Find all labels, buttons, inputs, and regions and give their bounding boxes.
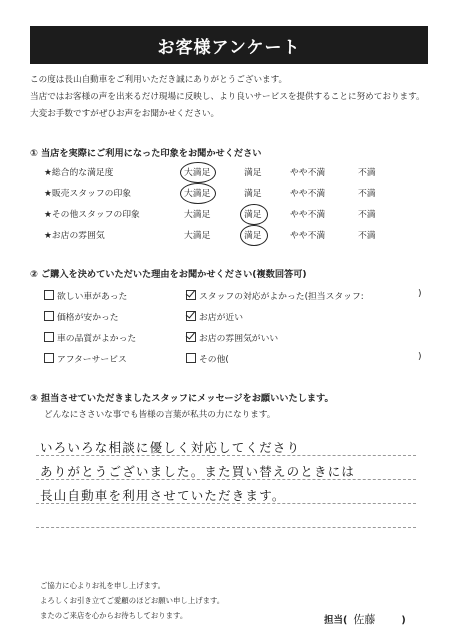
option-very-satisfied[interactable]: 大満足 <box>184 231 211 241</box>
rating-label: ★お店の雰囲気 <box>44 231 105 241</box>
reason-wanted-car[interactable] <box>44 289 127 302</box>
intro-line: 当店ではお客様の声を出来るだけ現場に反映し、より良いサービスを提供することに努めております。 <box>30 92 425 102</box>
option-satisfied[interactable]: 満足 <box>244 189 262 199</box>
checkbox-icon[interactable] <box>186 353 196 363</box>
reason-label: 価格が安かった <box>57 313 119 323</box>
q3-heading: ③ 担当させていただきましたスタッフにメッセージをお願いいたします。 <box>30 393 334 404</box>
option-dissatisfied[interactable]: 不満 <box>358 231 376 241</box>
option-very-satisfied[interactable]: 大満足 <box>184 189 211 199</box>
option-dissatisfied[interactable]: 不満 <box>358 168 376 178</box>
other-paren-close: ) <box>418 352 422 362</box>
reason-label: お店が近い <box>199 313 243 323</box>
intro-text <box>30 72 425 123</box>
reason-label: その他( <box>199 355 229 365</box>
option-somewhat-dissatisfied[interactable]: やや不満 <box>290 210 326 220</box>
rating-label: ★その他スタッフの印象 <box>44 210 140 220</box>
message-line <box>36 527 416 528</box>
selected-rating-circle <box>240 204 268 225</box>
reason-other[interactable] <box>186 352 229 365</box>
reason-low-price[interactable] <box>44 310 119 323</box>
checkbox-icon[interactable] <box>186 311 196 321</box>
q2-heading: ② ご購入を決めていただいた理由をお聞かせください(複数回答可) <box>30 269 307 280</box>
option-satisfied[interactable]: 満足 <box>244 231 262 241</box>
staff-label: 担当( <box>324 615 348 626</box>
reason-after-service[interactable] <box>44 352 127 365</box>
message-handwriting: ありがとうございました。また買い替えのときには <box>40 464 356 479</box>
reason-car-quality[interactable] <box>44 331 136 344</box>
selected-rating-circle <box>180 183 216 204</box>
checkbox-icon[interactable] <box>44 290 54 300</box>
staff-signature <box>324 611 406 627</box>
checkbox-icon[interactable] <box>44 311 54 321</box>
reason-label: 欲しい車があった <box>57 292 128 302</box>
option-very-satisfied[interactable]: 大満足 <box>184 210 211 220</box>
option-dissatisfied[interactable]: 不満 <box>358 210 376 220</box>
option-somewhat-dissatisfied[interactable]: やや不満 <box>290 189 326 199</box>
closing-line: よろしくお引き立てご愛顧のほどお願い申し上げます。 <box>40 596 225 605</box>
staff-name: 佐藤 <box>353 613 376 626</box>
staff-paren-close: ) <box>418 289 422 299</box>
closing-line: ご協力に心よりお礼を申し上げます。 <box>40 581 166 590</box>
q3-subtext: どんなにささいな事でも皆様の言葉が私共の力になります。 <box>44 410 276 420</box>
selected-rating-circle <box>240 225 268 246</box>
survey-title: お客様アンケート <box>30 26 428 64</box>
rating-label: ★販売スタッフの印象 <box>44 189 132 199</box>
reason-label: スタッフの対応がよかった(担当スタッフ: <box>199 292 364 302</box>
selected-rating-circle <box>180 162 216 183</box>
reason-store-near[interactable] <box>186 310 243 323</box>
reason-label: お店の雰囲気がいい <box>199 334 279 344</box>
rating-row-overall <box>44 163 404 181</box>
rating-row-sales-staff <box>44 184 404 202</box>
closing-text <box>40 578 224 623</box>
checkbox-icon[interactable] <box>44 332 54 342</box>
intro-line: 大変お手数ですがぜひお声をお聞かせください。 <box>30 109 220 119</box>
rating-label: ★総合的な満足度 <box>44 168 114 178</box>
closing-line: またのご来店を心からお待ちしております。 <box>40 611 188 620</box>
q1-heading: ① 当店を実際にご利用になった印象をお聞かせください <box>30 148 262 159</box>
staff-close: ) <box>401 615 406 626</box>
rating-row-atmosphere <box>44 226 404 244</box>
message-handwriting: 長山自動車を利用させていただきます。 <box>40 488 286 503</box>
option-very-satisfied[interactable]: 大満足 <box>184 168 211 178</box>
checkbox-icon[interactable] <box>44 353 54 363</box>
reason-store-atmosphere[interactable] <box>186 331 278 344</box>
option-dissatisfied[interactable]: 不満 <box>358 189 376 199</box>
reason-label: アフターサービス <box>57 355 127 365</box>
option-satisfied[interactable]: 満足 <box>244 210 262 220</box>
message-handwriting: いろいろな相談に優しく対応してくださり <box>40 440 301 455</box>
option-satisfied[interactable]: 満足 <box>244 168 262 178</box>
option-somewhat-dissatisfied[interactable]: やや不満 <box>290 168 326 178</box>
rating-row-other-staff <box>44 205 404 223</box>
option-somewhat-dissatisfied[interactable]: やや不満 <box>290 231 326 241</box>
checkbox-icon[interactable] <box>186 290 196 300</box>
reason-staff-service[interactable] <box>186 289 364 302</box>
intro-line: この度は長山自動車をご利用いただき誠にありがとうございます。 <box>30 75 288 85</box>
checkbox-icon[interactable] <box>186 332 196 342</box>
reason-label: 車の品質がよかった <box>57 334 137 344</box>
